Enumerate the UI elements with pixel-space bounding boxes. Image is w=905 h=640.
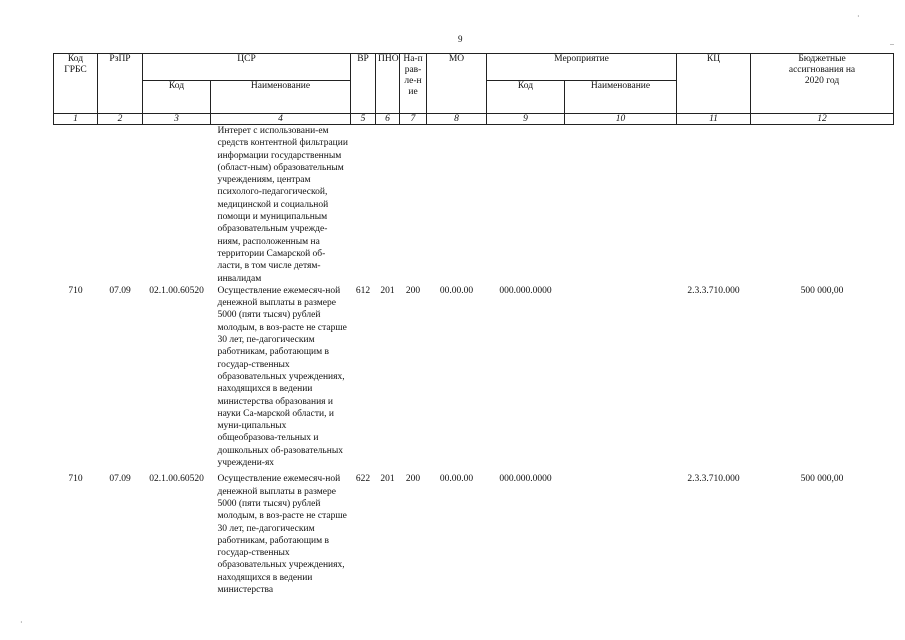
cell-vr: 612	[355, 285, 371, 296]
header-kc: КЦ	[677, 54, 751, 114]
cell-napr	[400, 125, 427, 285]
cell-napr: 200	[405, 285, 421, 296]
cell-name: Осуществление ежемесяч-ной денежной выплаты в размере 5000 (пяти тысяч) рублей молодым, в воз-расте не старше 30 лет, пе-дагогическим работникам, работающим в государ-ственных образовательных учреждениях, находящихся в ведении министерства	[217, 474, 347, 595]
scan-speck: ·	[857, 12, 860, 21]
scan-speck: ·	[20, 618, 23, 627]
cell-grbs: 710	[68, 285, 83, 296]
cell-mo: 00.00.00	[439, 474, 474, 485]
header-budget: Бюджетные ассигнования на 2020 год	[751, 54, 894, 114]
header-rzpr: РзПР	[98, 54, 143, 114]
header-vr: ВР	[351, 54, 376, 114]
cell-csr-kod: 02.1.00.60520	[149, 474, 204, 485]
header-csr: ЦСР	[143, 54, 351, 81]
column-number-row	[54, 114, 894, 125]
budget-table	[53, 53, 894, 596]
cell-kc: 2.3.3.710.000	[687, 474, 740, 485]
cell-meropr-kod: 000.000.0000	[499, 285, 552, 296]
header-meropr-name: Наименование	[565, 81, 677, 114]
cell-meropr-kod	[487, 125, 565, 285]
col-number: 6	[376, 114, 400, 125]
header-kod-grbs: Код ГРБС	[54, 54, 98, 114]
cell-meropr-name	[565, 125, 677, 285]
cell-vr: 622	[355, 474, 371, 485]
cell-napr: 200	[405, 474, 421, 485]
cell-budget: 500 000,00	[800, 474, 844, 485]
col-number: 4	[211, 114, 351, 125]
header-csr-kod: Код	[143, 81, 211, 114]
page-number: 9	[458, 34, 463, 44]
col-number: 10	[565, 114, 677, 125]
table-row	[54, 285, 894, 469]
cell-mo: 00.00.00	[439, 285, 474, 296]
cell-pno: 201	[380, 285, 395, 296]
col-number: 7	[400, 114, 427, 125]
col-number: 2	[98, 114, 143, 125]
cell-rzpr: 07.09	[109, 474, 131, 485]
cell-kc: 2.3.3.710.000	[687, 285, 740, 296]
col-number: 1	[54, 114, 98, 125]
col-number: 3	[143, 114, 211, 125]
cell-kc	[677, 125, 751, 285]
cell-grbs: 710	[68, 474, 83, 485]
header-mo: МО	[427, 54, 487, 114]
cell-csr-kod	[143, 125, 211, 285]
table-row	[54, 469, 894, 596]
cell-meropr-kod: 000.000.0000	[499, 474, 552, 485]
cell-rzpr	[98, 125, 143, 285]
cell-pno: 201	[380, 474, 395, 485]
header-meropr-kod: Код	[487, 81, 565, 114]
cell-name: Интерет с использовани-ем средств контентной фильтрации информации государственным (област-ным) образовательным учреждениям, центрам психолого-педагогической, медицинской и социальной помощи и муниципальным образовательным учрежде-ниям, расположенным на территории Самарской об-ласти, в том числе детям-инвалидам	[217, 126, 348, 284]
col-number: 5	[351, 114, 376, 125]
col-number: 9	[487, 114, 565, 125]
header-meropriyatie: Мероприятие	[487, 54, 677, 81]
cell-rzpr: 07.09	[109, 285, 131, 296]
cell-grbs	[54, 125, 98, 285]
scan-speck: ..	[890, 38, 894, 47]
table-body	[54, 125, 894, 597]
header-csr-name: Наименование	[211, 81, 351, 114]
col-number: 11	[677, 114, 751, 125]
table-row	[54, 125, 894, 285]
cell-budget	[751, 125, 894, 285]
table-header	[54, 54, 894, 125]
cell-budget: 500 000,00	[800, 285, 844, 296]
col-number: 12	[751, 114, 894, 125]
cell-meropr-name	[565, 469, 677, 596]
header-napravlenie: На-прав-ле-ние	[400, 54, 427, 114]
cell-mo	[427, 125, 487, 285]
cell-name: Осуществление ежемесяч-ной денежной выплаты в размере 5000 (пяти тысяч) рублей молодым, в воз-расте не старше 30 лет, пе-дагогическим работникам, работающим в государ-ственных образовательных учреждениях, находящихся в ведении министерства образования и науки Са-марской области, и муни-ципальных общеобразова-тельных и дошкольных об-разовательных учреждени-ях	[217, 285, 347, 469]
cell-pno	[376, 125, 400, 285]
header-pno: ПНО	[376, 54, 400, 114]
col-number: 8	[427, 114, 487, 125]
cell-vr	[351, 125, 376, 285]
cell-meropr-name	[565, 285, 677, 469]
cell-csr-kod: 02.1.00.60520	[149, 285, 204, 296]
